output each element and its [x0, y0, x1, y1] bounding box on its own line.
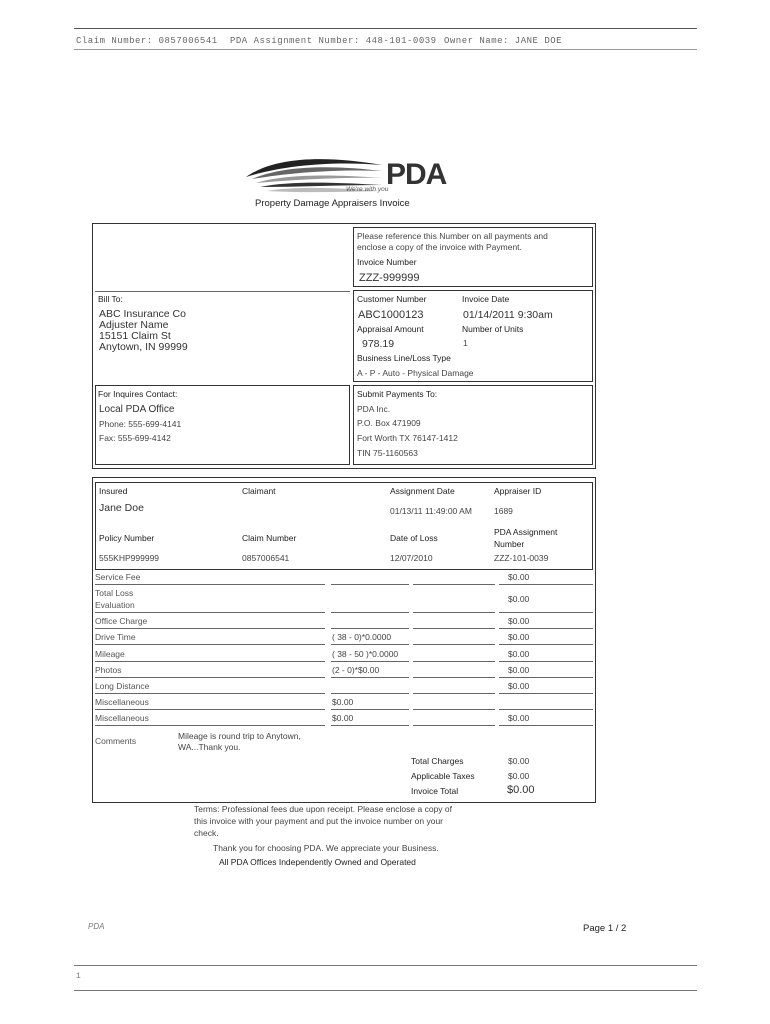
- inquiries-label: For Inquires Contact:: [98, 389, 178, 399]
- invoice-total-label: Invoice Total: [411, 786, 459, 796]
- header-claim-number: Claim Number: 0857006541: [76, 36, 218, 46]
- bill-to-line-4: Anytown, IN 99999: [99, 341, 188, 353]
- invoice-number-value: ZZZ-999999: [359, 272, 420, 284]
- page-number: Page 1 / 2: [583, 923, 627, 934]
- charge-rule: [413, 644, 495, 645]
- footer-rule-top: [74, 965, 697, 966]
- charge-rule: [413, 628, 495, 629]
- charge-label-drive-time: Drive Time: [95, 632, 136, 642]
- appraiser-id-label: Appraiser ID: [494, 486, 542, 496]
- charge-rule: [499, 693, 593, 694]
- applicable-taxes-value: $0.00: [508, 771, 530, 781]
- independently-owned-text: All PDA Offices Independently Owned and Operated: [219, 857, 416, 867]
- pda-assignment-label-line-2: Number: [494, 539, 525, 549]
- header-owner-name: Owner Name: JANE DOE: [444, 36, 563, 46]
- policy-number-value: 555KHP999999: [99, 553, 160, 563]
- pda-logo-text: PDA: [386, 158, 447, 191]
- charge-calc-photos: (2 - 0)*$0.00: [332, 665, 380, 675]
- insured-value: Jane Doe: [99, 502, 144, 514]
- charge-rule: [413, 661, 495, 662]
- invoice-date-label: Invoice Date: [462, 294, 510, 304]
- charge-rule: [499, 644, 593, 645]
- invoice-date-value: 01/14/2011 9:30am: [463, 309, 553, 321]
- charge-rule: [413, 693, 495, 694]
- total-charges-value: $0.00: [508, 756, 530, 766]
- charge-rule: [331, 661, 409, 662]
- bill-to-line-2: Adjuster Name: [99, 319, 169, 331]
- thanks-text: Thank you for choosing PDA. We appreciate your Business.: [213, 843, 439, 853]
- charge-rule: [331, 725, 409, 726]
- charge-rule: [499, 725, 593, 726]
- appraisal-amount-label: Appraisal Amount: [357, 324, 424, 334]
- submit-line-3: Fort Worth TX 76147-1412: [357, 433, 458, 443]
- pda-assignment-label-line-1: PDA Assignment: [494, 527, 558, 537]
- charge-rule: [95, 628, 325, 629]
- charge-rule: [499, 628, 593, 629]
- customer-number-value: ABC1000123: [358, 309, 424, 321]
- claim-number-value: 0857006541: [242, 553, 290, 563]
- charge-calc-miscellaneous-2: $0.00: [332, 713, 354, 723]
- charge-calc-mileage: ( 38 - 50 )*0.0000: [332, 649, 399, 659]
- line-number: 1: [76, 972, 81, 981]
- terms-line-3: check.: [194, 828, 219, 838]
- invoice-number-label: Invoice Number: [357, 257, 417, 267]
- assignment-date-label: Assignment Date: [390, 486, 455, 496]
- charge-rule: [413, 677, 495, 678]
- charge-calc-drive-time: ( 38 - 0)*0.0000: [332, 632, 392, 642]
- appraisal-amount-value: 978.19: [362, 338, 395, 350]
- charge-rule: [331, 644, 409, 645]
- charge-label-long-distance: Long Distance: [95, 681, 150, 691]
- policy-number-label: Policy Number: [99, 533, 155, 543]
- units-label: Number of Units: [462, 324, 524, 334]
- charge-amount-service-fee: $0.00: [508, 572, 530, 582]
- reference-note-line-1: Please reference this Number on all payments and: [357, 231, 548, 241]
- charge-label-office-charge: Office Charge: [95, 616, 148, 626]
- charge-rule: [95, 693, 325, 694]
- business-line-value: A - P - Auto - Physical Damage: [357, 368, 474, 378]
- pda-logo-swoosh-icon: [244, 155, 384, 200]
- comments-line-2: WA...Thank you.: [178, 742, 241, 752]
- comments-line-1: Mileage is round trip to Anytown,: [178, 731, 301, 741]
- footer-rule-bottom: [74, 990, 697, 991]
- charge-label-service-fee: Service Fee: [95, 572, 141, 582]
- terms-line-2: this invoice with your payment and put the invoice number on your: [194, 816, 443, 826]
- bill-to-label: Bill To:: [98, 294, 123, 304]
- reference-note-line-2: enclose a copy of the invoice with Payment.: [357, 242, 522, 252]
- header-assignment-number: PDA Assignment Number: 448-101-0039: [230, 36, 437, 46]
- submit-payments-label: Submit Payments To:: [357, 389, 438, 399]
- charge-rule: [95, 709, 325, 710]
- submit-line-4: TIN 75-1160563: [357, 448, 418, 458]
- claimant-label: Claimant: [242, 486, 276, 496]
- bill-to-line-3: 15151 Claim St: [99, 330, 171, 342]
- insured-label: Insured: [99, 486, 128, 496]
- charge-rule: [413, 725, 495, 726]
- date-of-loss-value: 12/07/2010: [390, 553, 433, 563]
- inquiries-phone: Phone: 555-699-4141: [99, 419, 182, 429]
- units-value: 1: [463, 338, 468, 348]
- charge-amount-photos: $0.00: [508, 665, 530, 675]
- charge-rule: [499, 677, 593, 678]
- charge-rule: [331, 709, 409, 710]
- comments-label: Comments: [95, 736, 137, 746]
- charge-amount-miscellaneous-2: $0.00: [508, 713, 530, 723]
- charge-rule: [499, 584, 593, 585]
- claim-number-label: Claim Number: [242, 533, 297, 543]
- charge-amount-drive-time: $0.00: [508, 632, 530, 642]
- applicable-taxes-label: Applicable Taxes: [411, 771, 475, 781]
- charge-label-photos: Photos: [95, 665, 122, 675]
- assignment-date-value: 01/13/11 11:49:00 AM: [390, 506, 472, 516]
- charge-rule: [413, 612, 495, 613]
- bill-to-line-1: ABC Insurance Co: [99, 308, 186, 320]
- top-rule: [74, 28, 697, 29]
- inquiries-office: Local PDA Office: [99, 404, 175, 415]
- date-of-loss-label: Date of Loss: [390, 533, 438, 543]
- customer-number-label: Customer Number: [357, 294, 427, 304]
- charge-rule: [499, 612, 593, 613]
- charge-rule: [95, 725, 325, 726]
- charge-label-total-loss: Total Loss: [95, 588, 134, 598]
- charge-rule: [95, 661, 325, 662]
- charge-label-miscellaneous-1: Miscellaneous: [95, 697, 149, 707]
- document-title: Property Damage Appraisers Invoice: [255, 198, 410, 209]
- charge-amount-office-charge: $0.00: [508, 616, 530, 626]
- business-line-label: Business Line/Loss Type: [357, 353, 451, 363]
- charge-rule: [95, 584, 325, 585]
- charge-amount-long-distance: $0.00: [508, 681, 530, 691]
- charge-amount-total-loss: $0.00: [508, 594, 530, 604]
- charge-rule: [499, 709, 593, 710]
- charge-label-mileage: Mileage: [95, 649, 125, 659]
- invoice-total-value: $0.00: [507, 784, 535, 796]
- charge-rule: [331, 584, 409, 585]
- bill-to-rule: [95, 291, 350, 292]
- pda-assignment-value: ZZZ-101-0039: [494, 553, 549, 563]
- charge-amount-mileage: $0.00: [508, 649, 530, 659]
- charge-rule: [95, 644, 325, 645]
- logo-tagline: We're with you: [346, 186, 389, 193]
- charge-label-total-loss-line-2: Evaluation: [95, 600, 135, 610]
- appraiser-id-value: 1689: [494, 506, 513, 516]
- charge-rule: [95, 612, 325, 613]
- charge-rule: [499, 661, 593, 662]
- charge-rule: [413, 584, 495, 585]
- submit-line-2: P.O. Box 471909: [357, 418, 421, 428]
- charge-rule: [95, 677, 325, 678]
- charge-rule: [331, 693, 409, 694]
- charge-rule: [331, 612, 409, 613]
- total-charges-label: Total Charges: [411, 756, 464, 766]
- charge-rule: [331, 628, 409, 629]
- terms-line-1: Terms: Professional fees due upon receipt. Please enclose a copy of: [194, 804, 452, 814]
- charge-calc-miscellaneous-1: $0.00: [332, 697, 354, 707]
- charge-rule: [331, 677, 409, 678]
- charge-rule: [413, 709, 495, 710]
- submit-line-1: PDA Inc.: [357, 404, 391, 414]
- charge-label-miscellaneous-2: Miscellaneous: [95, 713, 149, 723]
- footer-brand: PDA: [88, 922, 105, 931]
- header-rule: [74, 49, 697, 50]
- inquiries-fax: Fax: 555-699-4142: [99, 433, 171, 443]
